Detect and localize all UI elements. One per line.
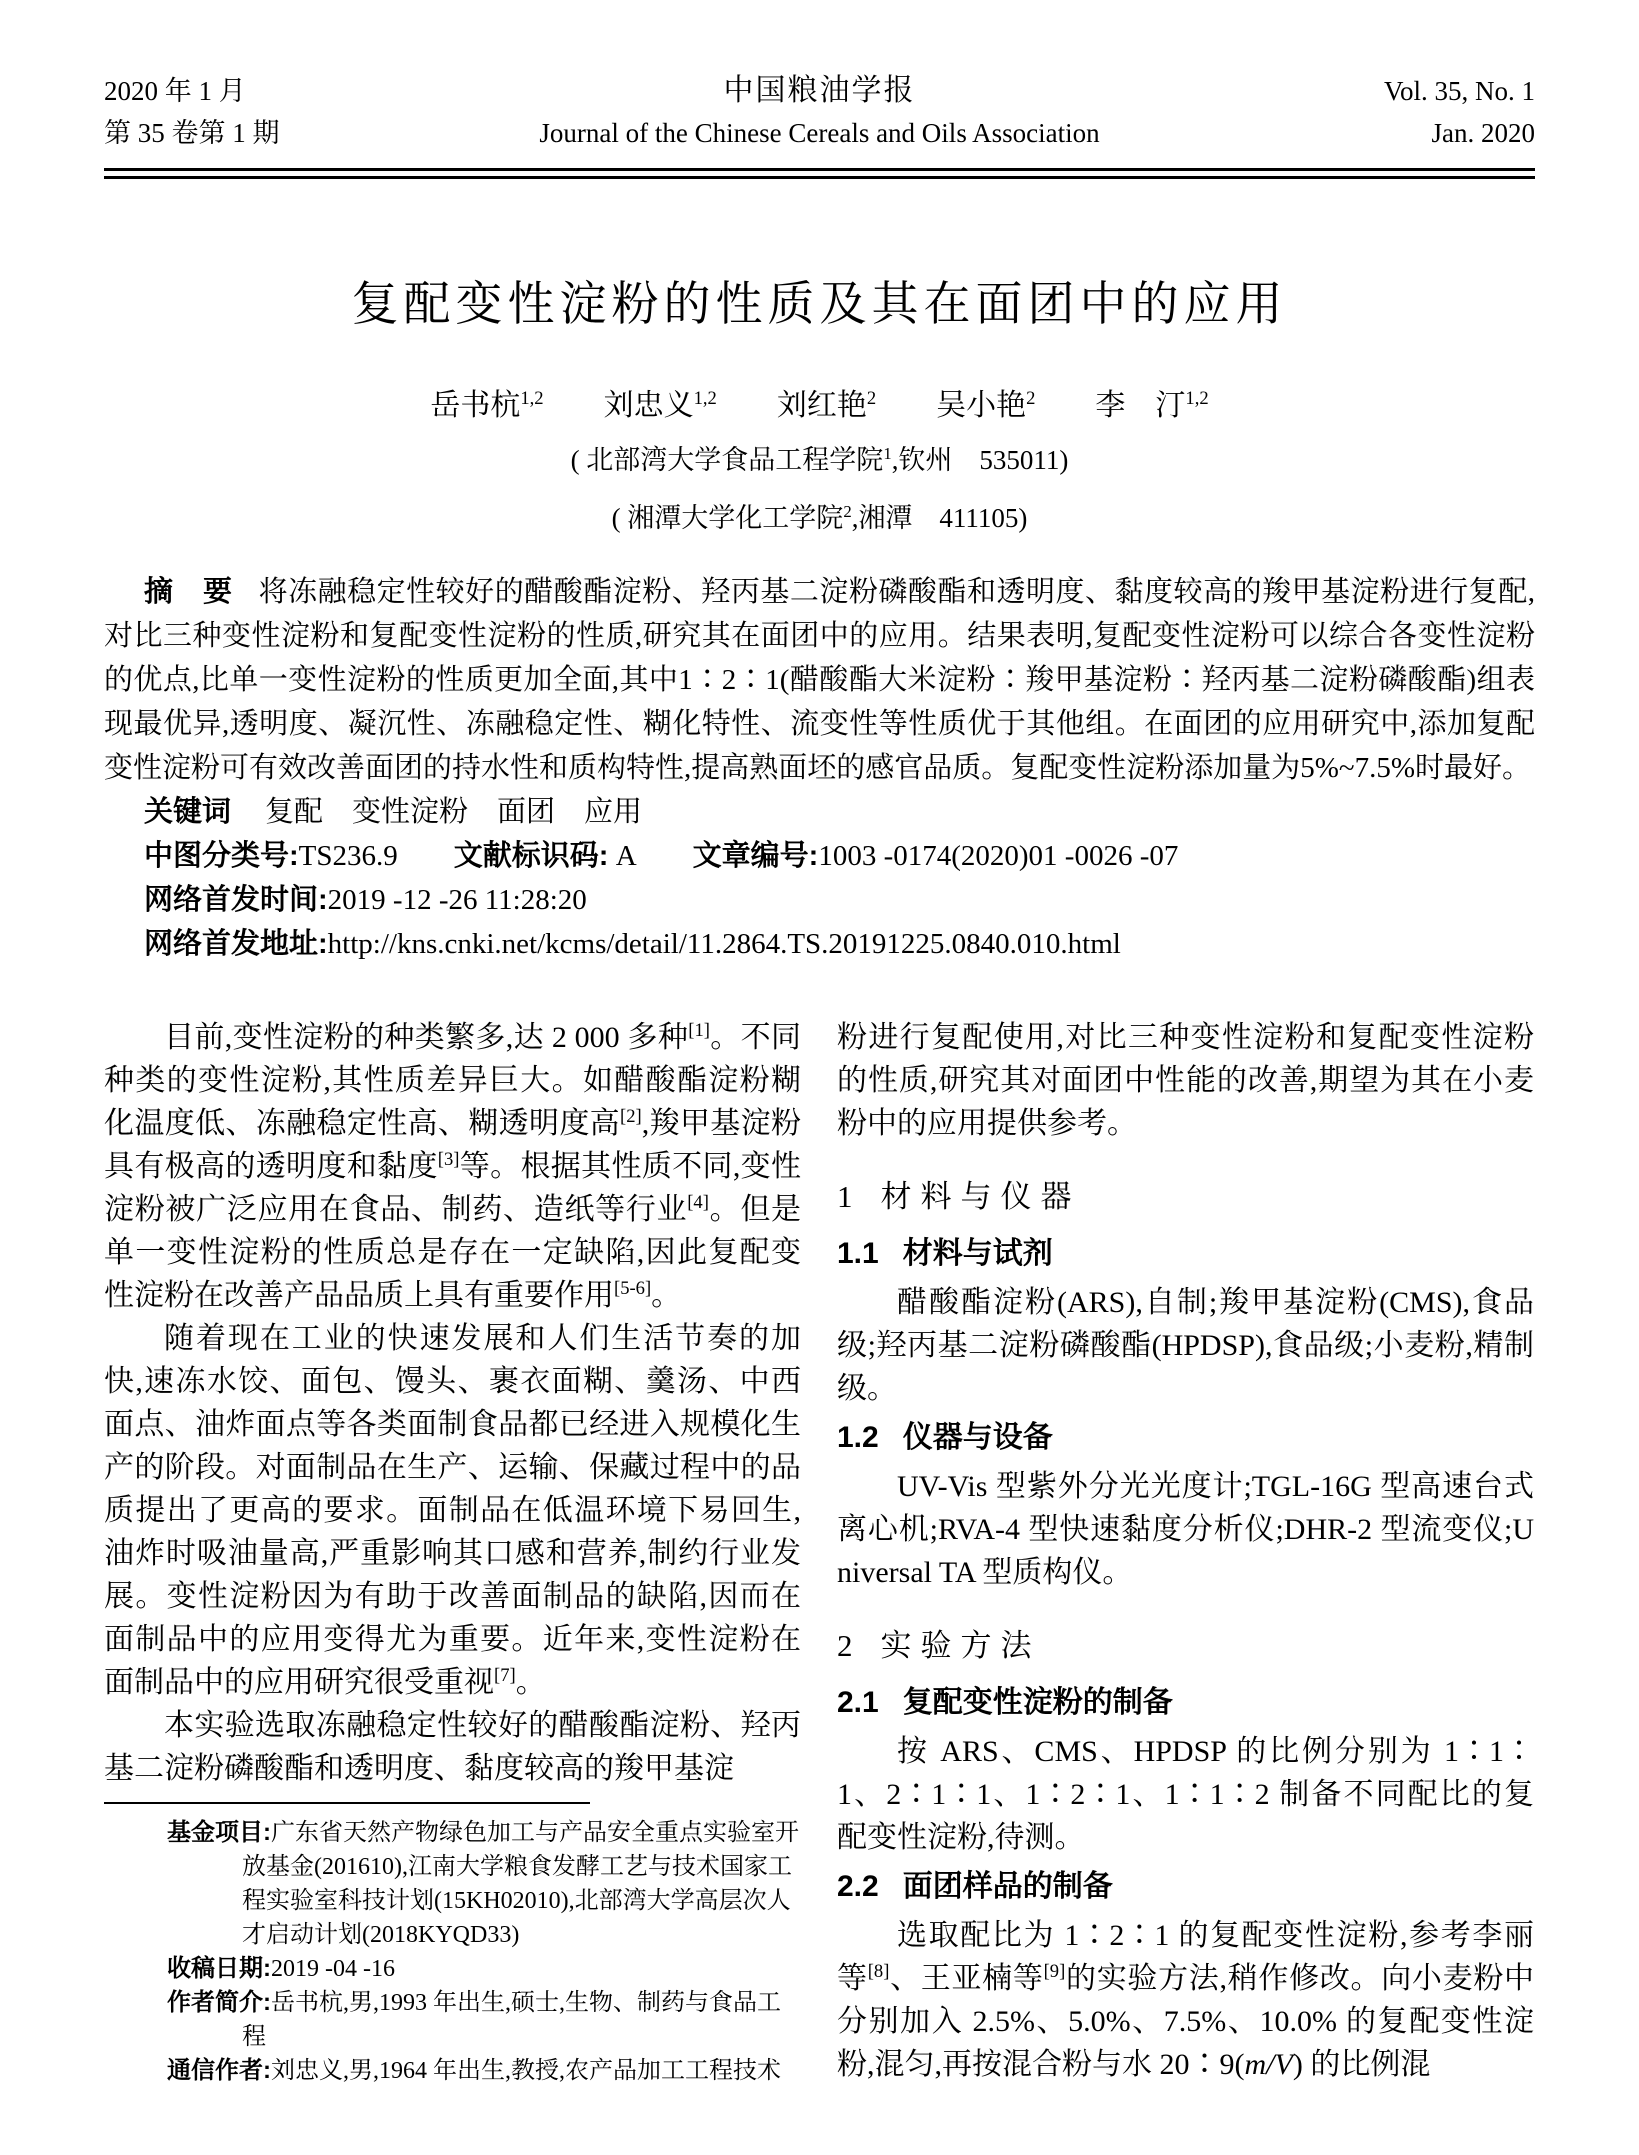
received-label: 收稿日期: — [167, 1955, 271, 1982]
bio-label: 作者简介: — [167, 1989, 271, 2016]
paper-title: 复配变性淀粉的性质及其在面团中的应用 — [351, 279, 1288, 331]
affiliation-2: ( 湘潭大学化工学院$^2$,湘潭 411105) — [611, 502, 1028, 533]
paragraph-intro-3-cont: 粉进行复配使用,对比三种变性淀粉和复配变性淀粉的性质,研究其对面团中性能的改善,期望为其在小麦粉中的应用提供参考。 — [837, 1021, 1534, 1140]
section-1-1-number: 1.1 — [837, 1237, 879, 1270]
section-1-2-title: 仪器与设备 — [902, 1421, 1053, 1454]
header-divider — [104, 168, 1535, 179]
online-time-value: 2019 -12 -26 11:28:20 — [327, 884, 587, 916]
journal-name-block — [404, 70, 1235, 154]
issue-date-cn: 2020 年 1 月 — [104, 76, 246, 106]
footnote-corresponding — [104, 2054, 801, 2088]
section-2-number: 2 — [837, 1628, 853, 1663]
journal-name-en: Journal of the Chinese Cereals and Oils Association — [539, 118, 1100, 148]
section-1-title: 材料与仪器 — [880, 1179, 1081, 1214]
journal-name-cn: 中国粮油学报 — [723, 74, 916, 107]
abstract — [104, 570, 1535, 790]
bio-value: 岳书杭,男,1993 年出生,硕士,生物、制药与食品工程 — [242, 1990, 781, 2050]
header-issue-block — [104, 70, 404, 154]
article-body — [104, 1016, 1535, 2088]
keywords-label: 关键词 — [144, 796, 232, 828]
left-column — [104, 1016, 801, 2088]
section-2-1-heading — [837, 1681, 1534, 1724]
divider-line-top — [104, 168, 1535, 171]
paragraph-instruments: UV-Vis 型紫外分光光度计;TGL-16G 型高速台式离心机;RVA-4 型快速黏度分析仪;DHR-2 型流变仪;Universal TA 型质构仪。 — [837, 1470, 1534, 1589]
section-2-2-number: 2.2 — [837, 1870, 879, 1903]
issue-volume-en: Vol. 35, No. 1 — [1383, 76, 1535, 106]
abstract-text: 将冻融稳定性较好的醋酸酯淀粉、羟丙基二淀粉磷酸酯和透明度、黏度较高的羧甲基淀粉进行复配,对比三种变性淀粉和复配变性淀粉的性质,研究其在面团中的应用。结果表明,复配变性淀粉可以综合各变性淀粉的优点,比单一变性淀粉的性质更加全面,其中1∶2∶1(醋酸酯大米淀粉∶羧甲基淀粉∶羟丙基二淀粉磷酸酯)组表现最优异,透明度、凝沉性、冻融稳定性、糊化特性、流变性等性质优于其他组。在面团的应用研究中,添加复配变性淀粉可有效改善面团的持水性和质构特性,提高熟面坯的感官品质。复配变性淀粉添加量为5%~7.5%时最好。 — [104, 576, 1535, 784]
section-1-number: 1 — [837, 1179, 853, 1214]
online-url-line — [104, 922, 1535, 966]
issue-date-en: Jan. 2020 — [1431, 118, 1535, 148]
affiliation-1: ( 北部湾大学食品工程学院$^1$,钦州 535011) — [570, 444, 1069, 475]
online-time-label: 网络首发时间: — [144, 884, 328, 916]
section-1-heading — [837, 1175, 1534, 1218]
paragraph-intro-3: 本实验选取冻融稳定性较好的醋酸酯淀粉、羟丙基二淀粉磷酸酯和透明度、黏度较高的羧甲基淀 — [104, 1709, 801, 1785]
paragraph-intro-2: 随着现在工业的快速发展和人们生活节奏的加快,速冻水饺、面包、馒头、裹衣面糊、羹汤、中西面点、油炸面点等各类面制食品都已经进入规模化生产的阶段。对面制品在生产、运输、保藏过程中的品质提出了更高的要求。面制品在低温环境下易回生,油炸时吸油量高,严重影响其口感和营养,制约行业发展。变性淀粉因为有助于改善面制品的缺陷,因而在面制品中的应用变得尤为重要。近年来,变性淀粉在面制品中的应用研究很受重视[7]。 — [104, 1322, 801, 1699]
section-1-1-title: 材料与试剂 — [902, 1237, 1053, 1270]
paragraph-dough-prep: 选取配比为 1∶2∶1 的复配变性淀粉,参考李丽等[8]、王亚楠等[9]的实验方法,稍作修改。向小麦粉中分别加入 2.5%、5.0%、7.5%、10.0% 的复配变性淀粉,混匀,再按混合粉与水 20∶9(m/V) 的比例混 — [837, 1919, 1535, 2081]
section-1-1-heading — [837, 1232, 1534, 1275]
section-2-1-number: 2.1 — [837, 1686, 879, 1719]
online-time-line — [104, 878, 1535, 922]
footnote-received — [104, 1952, 801, 1986]
section-2-heading — [837, 1624, 1534, 1667]
footnote-author-bio — [104, 1986, 801, 2054]
section-2-2-heading — [837, 1865, 1534, 1908]
fund-text: 广东省天然产物绿色加工与产品安全重点实验室开放基金(201610),江南大学粮食发酵工艺与技术国家工程实验室科技计划(15KH02010),北部湾大学高层次人才启动计划(2018KYQD33) — [242, 1820, 799, 1948]
doc-code-label: 文献标识码: — [453, 840, 609, 872]
clc-label: 中图分类号: — [144, 840, 299, 872]
divider-line-bottom — [104, 176, 1535, 179]
article-id-label: 文章编号: — [692, 840, 819, 872]
section-2-1-title: 复配变性淀粉的制备 — [902, 1686, 1173, 1719]
clc-value: TS236.9 — [298, 840, 398, 872]
online-url-label: 网络首发地址: — [144, 928, 328, 960]
footnote-fund — [104, 1816, 801, 1952]
corresponding-value: 刘忠义,男,1964 年出生,教授,农产品加工工程技术 — [271, 2058, 781, 2084]
paragraph-materials: 醋酸酯淀粉(ARS),自制;羧甲基淀粉(CMS),食品级;羟丙基二淀粉磷酸酯(HPDSP),食品级;小麦粉,精制级。 — [837, 1286, 1534, 1405]
footnote-block — [104, 1802, 801, 2088]
journal-header — [104, 70, 1535, 154]
section-1-2-number: 1.2 — [837, 1421, 879, 1454]
classification-line — [104, 834, 1535, 878]
keywords-text: 复配 变性淀粉 面团 应用 — [265, 796, 643, 828]
article-id-value: 1003 -0174(2020)01 -0026 -07 — [818, 840, 1179, 872]
received-value: 2019 -04 -16 — [271, 1956, 395, 1982]
paragraph-intro-1: 目前,变性淀粉的种类繁多,达 2 000 多种[1]。不同种类的变性淀粉,其性质差异巨大。如醋酸酯淀粉糊化温度低、冻融稳定性高、糊透明度高[2],羧甲基淀粉具有极高的透明度和黏度[3]等。根据其性质不同,变性淀粉被广泛应用在食品、制药、造纸等行业[4]。但是单一变性淀粉的性质总是存在一定缺陷,因此复配变性淀粉在改善产品品质上具有重要作用[5-6]。 — [104, 1020, 802, 1312]
online-url-value: http://kns.cnki.net/kcms/detail/11.2864.TS.20191225.0840.010.html — [327, 928, 1121, 960]
front-matter — [104, 570, 1535, 966]
paragraph-starch-prep: 按 ARS、CMS、HPDSP 的比例分别为 1∶1∶1、2∶1∶1、1∶2∶1、1∶1∶2 制备不同配比的复配变性淀粉,待测。 — [837, 1735, 1534, 1854]
doc-code-value: A — [608, 840, 637, 872]
keywords — [104, 790, 1535, 834]
footnote-divider — [104, 1802, 590, 1804]
fund-label: 基金项目: — [167, 1819, 271, 1846]
abstract-label: 摘 要 — [144, 576, 233, 608]
header-volume-block — [1235, 70, 1535, 154]
corresponding-label: 通信作者: — [167, 2057, 271, 2084]
right-column — [837, 1016, 1534, 2088]
section-1-2-heading — [837, 1416, 1534, 1459]
section-2-title: 实验方法 — [880, 1628, 1041, 1663]
author-list: 岳书杭$^{1,2}$ 刘忠义$^{1,2}$ 刘红艳$^2$ 吴小艳$^2$ 李 汀$^{1,2}$ — [430, 388, 1209, 422]
section-2-2-title: 面团样品的制备 — [902, 1870, 1113, 1903]
issue-volume-cn: 第 35 卷第 1 期 — [104, 118, 280, 148]
